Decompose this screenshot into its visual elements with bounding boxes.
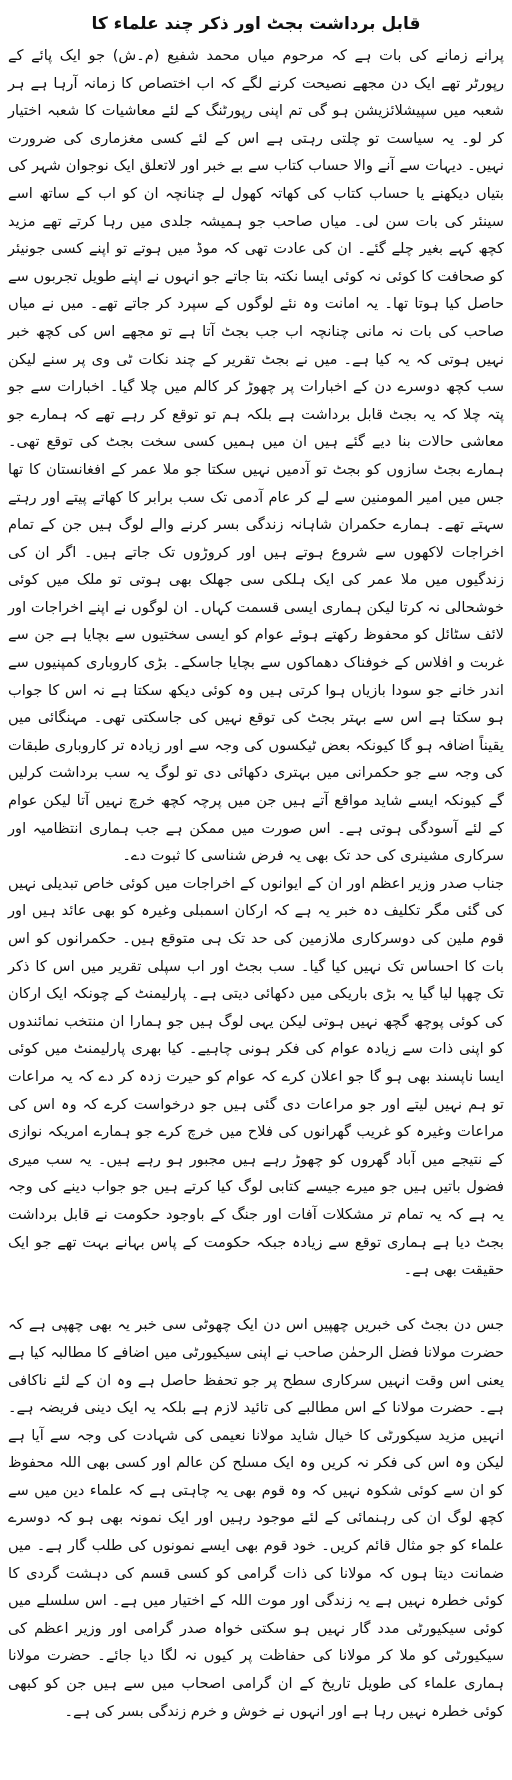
- paragraph: جس دن بجٹ کی خبریں چھپیں اس دن ایک چھوٹی سی خبر یہ بھی چھپی ہے کہ حضرت مولانا فضل الرحمٰن صاحب نے اپنی سیکیورٹی میں اضافے کا مطالبہ کیا ہے یعنی اس وقت انہیں سرکاری سطح پر جو تحفظ حاصل ہے وہ ان کے لئے ناکافی ہے۔ حضرت مولانا کے اس مطالبے کی تائید لازم ہے بلکہ یہ ایک دینی فریضہ ہے۔ انہیں مزید سیکورٹی کا خیال شاید مولانا نعیمی کی شہادت کی وجہ سے آیا ہے لیکن وہ اس کی فکر نہ کریں وہ ایک مسلح کن عالم اور کسی بھی اللہ محفوظ کو ان سے کوئی شکوہ نہیں کہ وہ قوم بھی یہ چاہتی ہے کہ علماء دین میں سے کچھ لوگ ان کی رہنمائی کے لئے موجود رہیں اور ایک نمونہ بھی ہو کہ دوسرے علماء کو جو مثال قائم کریں۔ خود قوم بھی ایسے نمونوں کی طلب گار ہے۔ میں ضمانت دیتا ہوں کہ مولانا کی ذات گرامی کو کسی قسم کی دہشت گردی کا کوئی خطرہ نہیں ہے یہ زندگی اور موت اللہ کے اختیار میں ہے۔ اس سلسلے میں کوئی سیکیورٹی مدد گار نہیں ہو سکتی خواہ صدر گرامی اور وزیر اعظم کی سیکیورٹی کو ملا کر مولانا کی حفاظت پر کیوں نہ لگا دیا جائے۔ حضرت مولانا ہماری علماء کی طویل تاریخ کے ان گرامی اصحاب میں سے ہیں جن کو کبھی کوئی خطرہ نہیں رہا ہے اور انہوں نے خوش و خرم زندگی بسر کی ہے۔: [8, 1316, 504, 1720]
- paragraph: جناب صدر وزیر اعظم اور ان کے ایوانوں کے اخراجات میں کوئی خاص تبدیلی نہیں کی گئی مگر تکلیف دہ خبر یہ ہے کہ ارکان اسمبلی وغیرہ کو بھی عائد ہیں اور قوم ملین کی دوسرکاری ملازمین کی حد تک ہی متوقع ہیں۔ حکمرانوں کو اس بات کا احساس تک نہیں کیا گیا۔ سب بجٹ اور اب سپلی تقریر میں اس کا ذکر تک چھپا لیا گیا یہ بڑی باریکی میں دکھائی دیتی ہے۔ پارلیمنٹ کے چونکہ ایک ارکان کی کوئی پوچھ گچھ نہیں ہوتی لیکن یہی لوگ ہیں جو ہمارا ان منتخب نمائندوں کو اپنی ذات سے زیادہ عوام کی فکر ہونی چاہیے۔ کیا بھری پارلیمنٹ میں کوئی ایسا ناپسند بھی ہو گا جو اعلان کرے کہ عوام کو حیرت زدہ کر دے کہ یہ مراعات تو ہم نہیں لیتے اور جو مراعات دی گئی ہیں جو درخواست کرے کہ وہ اس کی مراعات وغیرہ کو غریب گھرانوں کی فلاح میں خرچ کرے جو ہمارے امریکہ نوازی کے نتیجے میں آباد گھروں کو چھوڑ رہے ہیں مجبور ہو رہے ہیں۔ یہ سب میری فضول باتیں ہیں جو میرے جیسے کتابی لوگ کیا کرتے ہیں جو جواب دینے کی وجہ یہ ہے کہ یہ تمام تر مشکلات آفات اور جنگ کے باوجود حکومت نے قابل برداشت بجٹ دیا ہے ہماری توقع سے زیادہ جبکہ حکومت کے پاس بہانے بہت تھے جو ایک حقیقت بھی ہے۔: [8, 874, 504, 1279]
- paragraph: پرانے زمانے کی بات ہے کہ مرحوم میاں محمد شفیع (م۔ش) جو ایک پائے کے رپورٹر تھے ایک دن مجھے نصیحت کرنے لگے کہ اب اختصاص کا زمانہ آرہا ہے ہر شعبہ میں سپیشلائزیشن ہو گی تم اپنی رپورٹنگ کے لئے معاشیات کا شعبہ اختیار کر لو۔ یہ سیاست تو چلتی رہتی ہے اس کے لئے کسی مغزماری کی ضرورت نہیں۔ دیہات سے آنے والا حساب کتاب سے بے خبر اور لاتعلق ایک نوجوان شہر کی بتیاں دیکھنے یا حساب کتاب کی کھاتہ کھول لے چنانچہ ان کو اب کے ساتھ اسے سینئر کی بات سن لی۔ میاں صاحب جو ہمیشہ جلدی میں رہا کرتے تھے مزید کچھ کہے بغیر چلے گئے۔ ان کی عادت تھی کہ موڈ میں ہوتے تو اپنے کسی جونیئر کو صحافت کا کوئی نہ کوئی ایسا نکتہ بتا جاتے جو انہوں نے اپنے طویل تجربوں سے حاصل کیا ہوتا تھا۔ یہ امانت وہ نئے لوگوں کے سپرد کر جاتے تھے۔ میں نے میاں صاحب کی بات نہ مانی چنانچہ اب جب بجٹ آتا ہے تو مجھے اس کی کچھ خبر نہیں ہوتی کہ یہ کیا ہے۔ میں نے بجٹ تقریر کے چند نکات ٹی وی پر سنے لیکن سب کچھ دوسرے دن کے اخبارات پر چھوڑ کر کالم میں چلا گیا۔ اخبارات سے جو پتہ چلا کہ یہ بجٹ قابل برداشت ہے بلکہ ہم تو توقع کر رہے تھے کہ ہمارے جو معاشی حالات بنا دیے گئے ہیں ان میں ہمیں کسی سخت بجٹ کی توقع تھی۔ ہمارے بجٹ سازوں کو بجٹ تو آدمیں نہیں سکتا جو ملا عمر کے افغانستان کا تھا جس میں امیر المومنین سے لے کر عام آدمی تک سب برابر کا کھاتے پیتے اور رہتے سہتے تھے۔ ہمارے حکمران شاہانہ زندگی بسر کرنے والے لوگ ہیں جن کے تمام اخراجات لاکھوں سے شروع ہوتے ہیں اور کروڑوں تک جاتے ہیں۔ اگر ان کی زندگیوں میں ملا عمر کی ایک ہلکی سی جھلک بھی ہوتی تو ملک میں کوئی خوشحالی نہ کرتا لیکن ہماری ایسی قسمت کہاں۔ ان لوگوں نے اپنے اخراجات اور لائف سٹائل کو محفوظ رکھتے ہوئے عوام کو ایسی سختیوں سے بچایا ہے جن سے غربت و افلاس کے خوفناک دھماکوں سے بچایا جاسکے۔ بڑی کاروباری کمپنیوں سے اندر خانے جو سودا بازیاں ہوا کرتی ہیں وہ کوئی دیکھ سکتا ہے نہ اس کا جواب ہو سکتا ہے اس سے بہتر بجٹ کی توقع نہیں کی جاسکتی تھی۔ مہنگائی میں یقیناً اضافہ ہو گا کیونکہ بعض ٹیکسوں کی وجہ سے اور زیادہ تر کاروباری طبقات کی وجہ سے جو حکمرانی میں بہتری دکھائی دی تو لوگ یہ سب برداشت کرلیں گے کیونکہ ایسے شاید مواقع آتے ہیں جن میں پرچہ کچھ خرچ نہیں آتا لیکن عوام کے لئے آسودگی ہوتی ہے۔ اس صورت میں ممکن ہے جب ہماری انتظامیہ اور سرکاری مشینری کی حد تک بھی یہ فرض شناسی کا ثبوت دے۔: [8, 47, 504, 865]
- article-body: [8, 42, 504, 1725]
- headline: قابل برداشت بجٹ اور ذکر چند علماء کا: [91, 14, 421, 34]
